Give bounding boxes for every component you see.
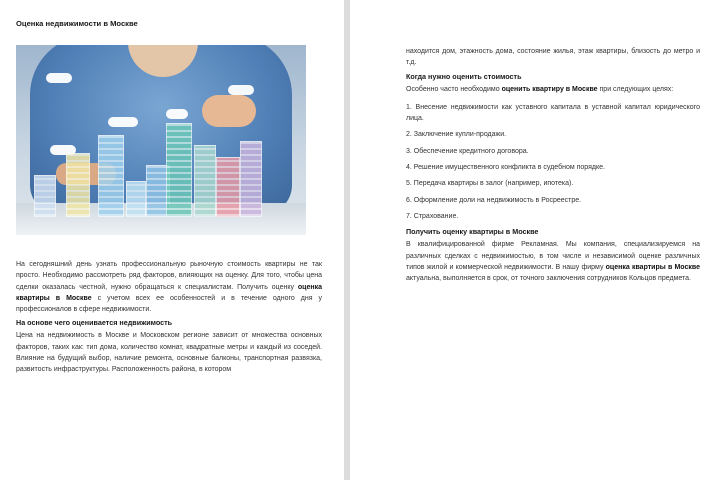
hero-hand-shape bbox=[202, 95, 256, 127]
document-page-right bbox=[350, 0, 720, 480]
list-item: 5. Передача квартиры в залог (например, ипотека). bbox=[406, 180, 574, 188]
purposes-intro: Особенно часто необходимо оценить квартиру в Москве при следующих целях: bbox=[406, 85, 674, 93]
factors-paragraph: Цена на недвижимость в Москве и Московском регионе зависит от множества основных факторов, таких как: тип дома, количество комнат, квадратные метры и каждый из соседей. Влияние на будущий выбор, наличие ремонта, основные балконы, транспортная развязка, развитость инфраструктуры. Расположенность района, в котором bbox=[16, 332, 322, 374]
section-heading-get: Получить оценку квартиры в Москве bbox=[406, 227, 539, 237]
document-page-left bbox=[0, 0, 344, 480]
list-item: 6. Оформление доли на недвижимость в Росреестре. bbox=[406, 196, 582, 204]
document-title: Оценка недвижимости в Москве bbox=[16, 19, 138, 28]
building-icon bbox=[34, 175, 56, 217]
building-icon bbox=[166, 123, 192, 217]
building-icon bbox=[126, 181, 146, 217]
building-icon bbox=[98, 135, 124, 217]
list-item: 7. Страхование. bbox=[406, 212, 459, 220]
list-item: 1. Внесение недвижимости как уставного капитала в уставной капитал юридического лица. bbox=[406, 103, 700, 123]
building-icon bbox=[240, 141, 262, 217]
building-icon bbox=[194, 145, 216, 217]
cloud-icon bbox=[108, 117, 138, 127]
list-item: 3. Обеспечение кредитного договора. bbox=[406, 147, 529, 155]
cloud-icon bbox=[46, 73, 72, 83]
cloud-icon bbox=[166, 109, 188, 119]
company-paragraph: В квалифицированной фирме Рекламная. Мы компания, специализируемся на различных сделках с недвижимостью, в том числе и независимой оценке различных типов жилой и коммерческой недвижимости. В нашу фирму оценка квартиры в Москве актуальна, выполняется в срок, от точного заключения сотрудников Кольцов предмета. bbox=[406, 241, 700, 283]
list-item: 2. Заключение купли-продажи. bbox=[406, 131, 507, 139]
section-heading-when: Когда нужно оценить стоимость bbox=[406, 71, 522, 81]
building-icon bbox=[66, 153, 90, 217]
list-item: 4. Решение имущественного конфликта в судебном порядке. bbox=[406, 164, 605, 172]
continued-paragraph: находится дом, этажность дома, состояние жилья, этаж квартиры, близость до метро и т.д. bbox=[406, 48, 700, 67]
intro-paragraph: На сегодняшний день узнать профессиональную рыночную стоимость квартиры не так просто. Необходимо рассмотреть ряд факторов, влияющих на оценку. Для того, чтобы цена сделки оказалась честной, нужно обращаться к специалистам. Получить оценку оценка квартиры в Москве с учетом всех ее особенностей и в течение одного дня у профессионалов в сфере недвижимости. bbox=[16, 261, 323, 314]
building-icon bbox=[216, 157, 240, 217]
cloud-icon bbox=[228, 85, 254, 95]
hero-image bbox=[16, 45, 306, 235]
section-heading-basis: На основе чего оценивается недвижимость bbox=[16, 318, 173, 328]
